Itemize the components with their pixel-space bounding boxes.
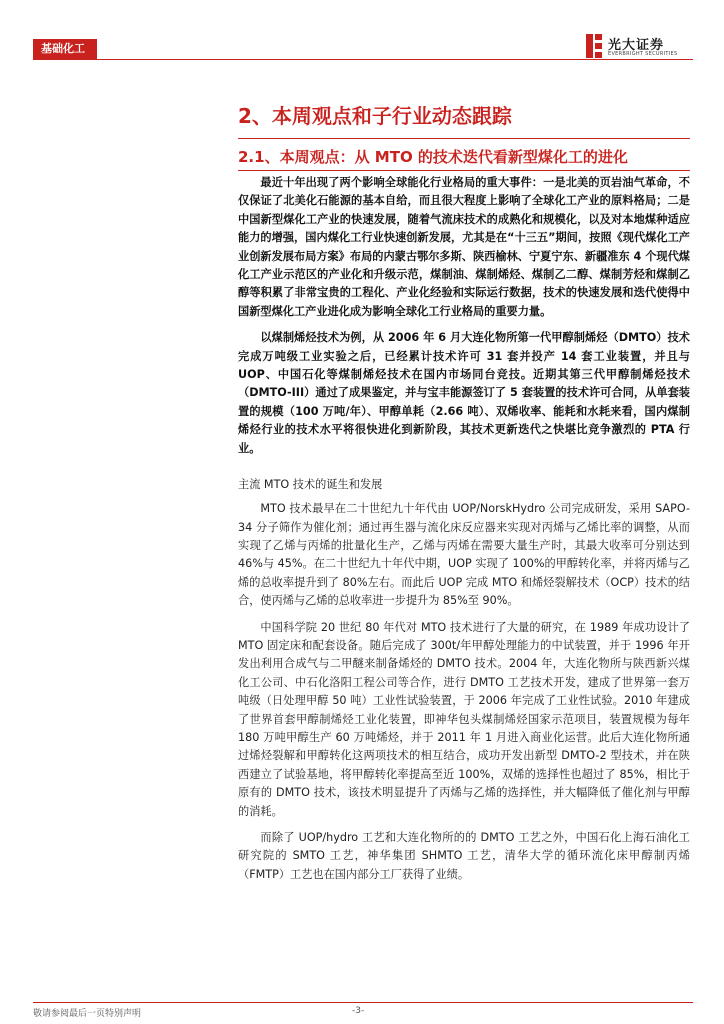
paragraph-1: 最近十年出现了两个影响全球能化行业格局的重大事件：一是北美的页岩油气革命，不仅保证了北美化石能源的基本自给，而且很大程度上影响了全球化工产业的原料格局；二是中国新型煤化工产业的快速发展，随着气流床技术的成熟化和规模化，以及对本地煤种适应能力的增强，国内煤化工行业快速创新发展，尤其是在“十三五”期间，按照《现代煤化工产业创新发展布局方案》布局的内蒙古鄂尔多斯、陕西榆林、宁夏宁东、新疆准东 4 个现代煤化工产业示范区的产业化和升级示范，煤制油、煤制烯烃、煤制乙二醇、煤制芳烃和煤制乙醇等积累了非常宝贵的工程化、产业化经验和实际运行数据，技术的快速发展和迭代使得中国新型煤化工产业进化成为影响全球化工行业格局的重要力量。 [238,176,690,318]
company-logo [584,32,704,62]
paragraph-3: MTO 技术最早在二十世纪九十年代由 UOP/NorskHydro 公司完成研发，采用 SAPO-34 分子筛作为催化剂；通过再生器与流化床反应器来实现对丙烯与乙烯比率的调整，从而实现了乙烯与丙烯的批量化生产，乙烯与丙烯在需要大量生产时，其最大收率可分别达到 46%与 45%。在二十世纪九十年代中期，UOP 实现了 100%的甲醇转化率，并将丙烯与乙烯的总收率提升到了 80%左右。而此后 UOP 完成 MTO 和烯烃裂解技术（OCP）技术的结合，使丙烯与乙烯的总收率进一步提升为 85%至 90%。 [238,502,690,608]
subtitle-rule-bottom [238,170,690,171]
logo-mark-icon [584,34,604,58]
page-header [0,0,724,64]
subsection-title: 2.1、本周观点：从 MTO 的技术迭代看新型煤化工的进化 [238,148,628,166]
section-tag: 基础化工 [33,39,97,59]
footer-disclaimer: 敬请参阅最后一页特别声明 [33,1009,142,1019]
logo-text-en: EVERBRIGHT SECURITIES [608,51,678,57]
section-title: 2、本周观点和子行业动态跟踪 [238,104,512,128]
page-number: -3- [352,1006,365,1016]
paragraph-2: 以煤制烯烃技术为例，从 2006 年 6 月大连化物所第一代甲醇制烯烃（DMTO）技术完成万吨级工业实验之后，已经累计技术许可 31 套并投产 14 套工业装置，并且与 UOP、中国石化等煤制烯烃技术在国内市场同台竞技。近期其第三代甲醇制烯烃技术（DMTO-III）通过了成果鉴定，并与宝丰能源签订了 5 套装置的技术许可合同，从单套装置的规模（100 万吨/年）、甲醇单耗（2.66 吨）、双烯收率、能耗和水耗来看，国内煤制烯烃行业的技术水平将很快进化到新阶段，其技术更新迭代之快堪比竞争激烈的 PTA 行业。 [238,331,690,455]
logo-text-cn: 光大证券 [608,38,665,53]
footer-rule [33,1002,693,1003]
paragraph-4: 中国科学院 20 世纪 80 年代对 MTO 技术进行了大量的研究，在 1989 年成功设计了 MTO 固定床和配套设备。随后完成了 300t/年甲醇处理能力的中试装置，并于 1996 年开发出利用合成气与二甲醚来制备烯烃的 DMTO 技术。2004 年，大连化物所与陕西新兴煤化工公司、中石化洛阳工程公司等合作，进行 DMTO 工艺技术开发，建成了世界第一套万吨级（日处理甲醇 50 吨）工业性试验装置，于 2006 年完成了工业性试验。2010 年建成了世界首套甲醇制烯烃工业化装置，即神华包头煤制烯烃国家示范项目，装置规模为每年 180 万吨甲醇生产 60 万吨烯烃，并于 2011 年 1 月进入商业化运营。此后大连化物所通过烯烃裂解和甲醇转化这两项技术的相互结合，成功开发出新型 DMTO-2 型技术，并在陕西建立了试验基地，将甲醇转化率提高至近 100%，双烯的选择性也超过了 85%，相比于原有的 DMTO 技术，该技术明显提升了丙烯与乙烯的选择性，并大幅降低了催化剂与甲醇的消耗。 [238,620,690,818]
topic-heading: 主流 MTO 技术的诞生和发展 [238,478,383,492]
article-body [238,174,690,884]
paragraph-5: 而除了 UOP/hydro 工艺和大连化物所的的 DMTO 工艺之外，中国石化上海石油化工研究院的 SMTO 工艺，神华集团 SHMTO 工艺，清华大学的循环流化床甲醇制丙烯（FMTP）工艺也在国内部分工厂获得了业绩。 [238,831,690,881]
subtitle-rule-top [238,138,690,139]
